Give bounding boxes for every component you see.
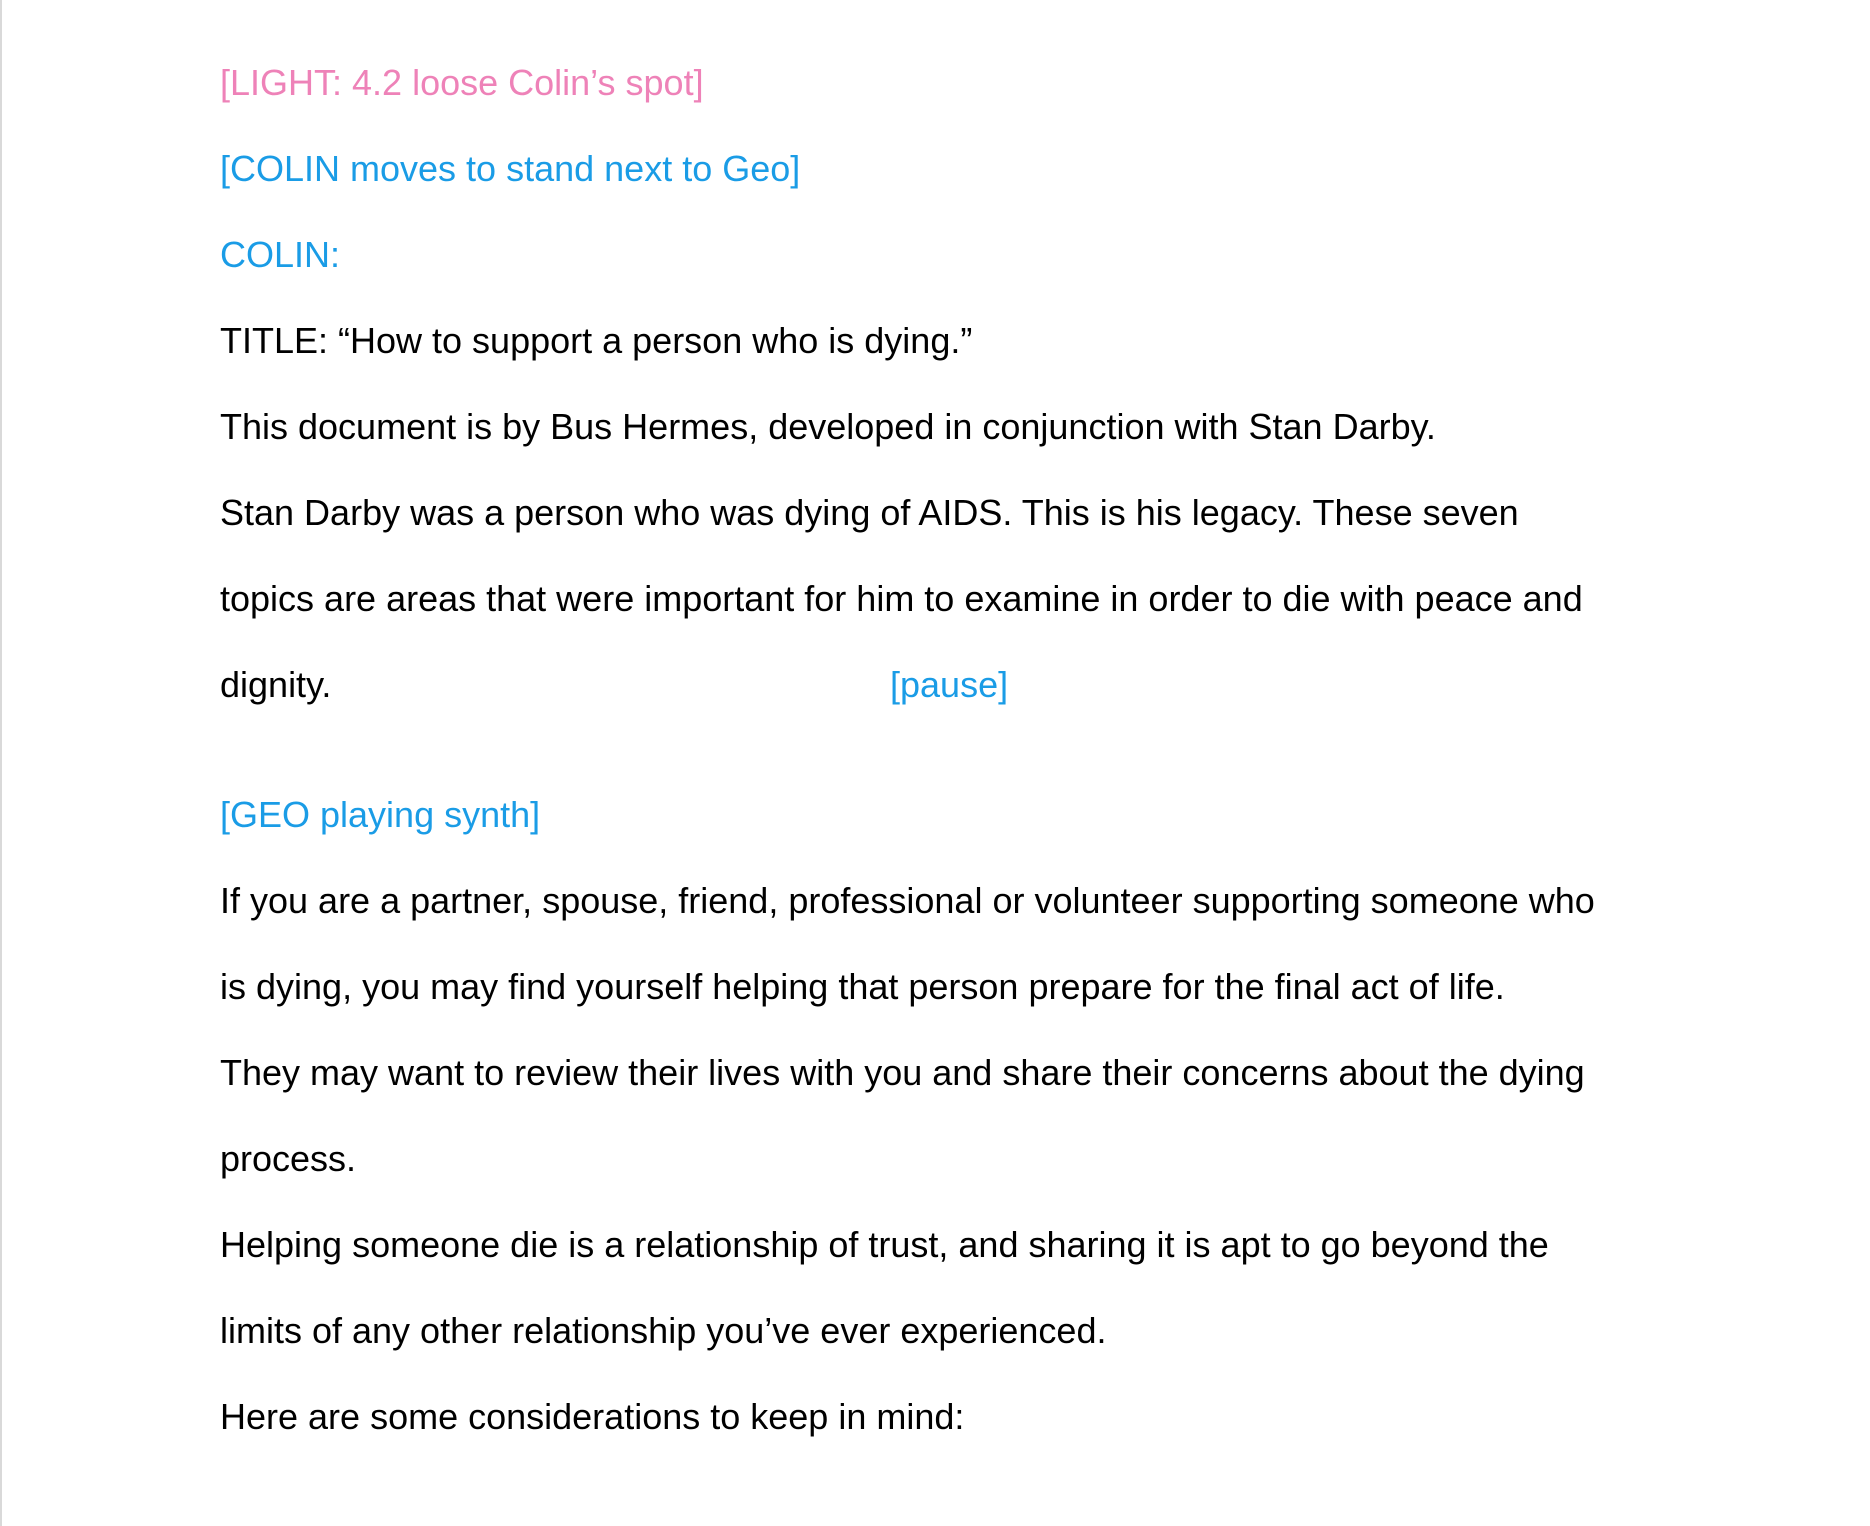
- title-line: TITLE: “How to support a person who is dying.”: [220, 320, 973, 361]
- stage-direction-geo: [GEO playing synth]: [220, 794, 541, 835]
- speaker-label: COLIN:: [220, 234, 341, 275]
- paragraph-4-line-2: process.: [220, 1138, 357, 1179]
- paragraph-2-line-3: dignity.: [220, 664, 332, 705]
- paragraph-4-line-1: They may want to review their lives with you and share their concerns about the dying: [220, 1052, 1585, 1093]
- paragraph-6: Here are some considerations to keep in mind:: [220, 1396, 965, 1437]
- paragraph-2-line-1: Stan Darby was a person who was dying of AIDS. This is his legacy. These seven: [220, 492, 1519, 533]
- light-cue: [LIGHT: 4.2 loose Colin’s spot]: [220, 62, 704, 103]
- paragraph-3-line-2: is dying, you may find yourself helping that person prepare for the final act of life.: [220, 966, 1505, 1007]
- pause-cue: [pause]: [890, 664, 1009, 705]
- paragraph-1: This document is by Bus Hermes, developed in conjunction with Stan Darby.: [220, 406, 1436, 447]
- paragraph-5-line-2: limits of any other relationship you’ve ever experienced.: [220, 1310, 1107, 1351]
- paragraph-2-line-2: topics are areas that were important for him to examine in order to die with peace and: [220, 578, 1583, 619]
- stage-direction-colin: [COLIN moves to stand next to Geo]: [220, 148, 801, 189]
- paragraph-3-line-1: If you are a partner, spouse, friend, professional or volunteer supporting someone who: [220, 880, 1595, 921]
- paragraph-5-line-1: Helping someone die is a relationship of trust, and sharing it is apt to go beyond the: [220, 1224, 1549, 1265]
